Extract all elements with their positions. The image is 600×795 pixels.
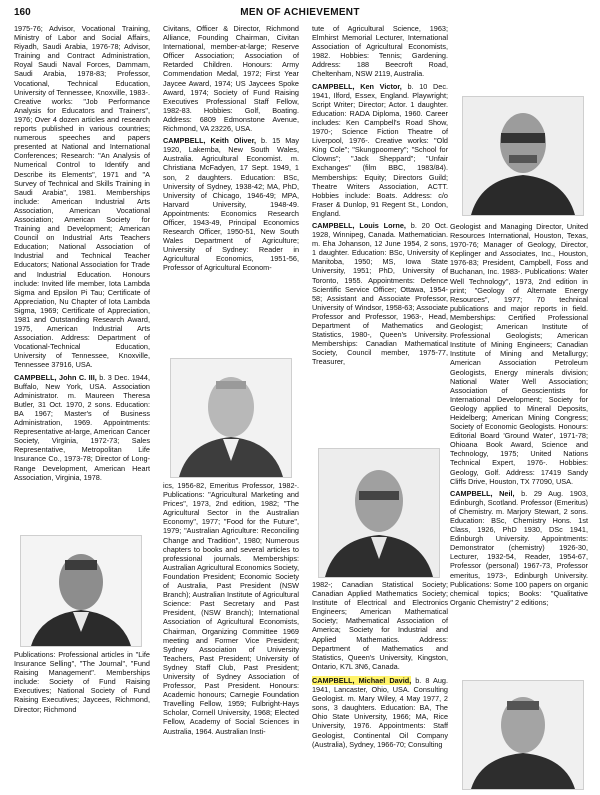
entry-continuation: Geologist and Managing Director, United Resources International, Houston, Texas, 1970-76; Manager of Geology, Director, Keplinger and Associates, Inc., Houston, 1976-83; President, Campbell, Foss and Buchanan, Inc. 1983-. Publications: Water Well Technology", 1973, 2nd edition in print; "Geology of Alternate Energy Resources", 1977; 70 technical publications and major reports in field. Memberships: Certified Professional Geologist; American Institute of Professional Geologists; American Institute of Mining Engineers; Canadian Institute of Mining and Metallurgy; American Association Petroleum Geologists, Energy minerals division; National Water Well Association; Association of Geoscientists for International Development; Society for Geology applied to Mineral Deposits, Heidelberg; American Mining Congress; Society of Economic Geologists. Honours: Editorial Board 'Ground Water', 1971-78; Ohioana Book Award, Science and Technology, 1975; United Nations Technical Expert, 1976-. Hobbies: Geology, Golf. Address: 17419 Sandy Cliffs Drive, Houston, TX 77090, USA. (450, 222, 588, 486)
entry-name-highlighted: CAMPBELL, Michael David, (312, 676, 412, 685)
column-4 (450, 222, 588, 672)
portrait-photo-keith-campbell (170, 358, 292, 478)
entry-body: b. 8 Aug. 1941, Lancaster, Ohio, USA. Consulting Geologist. m. Mary Wiley, 4 May 1977, 2 sons, 3 daughters. Education: BA, The Ohio State University, 1966; MA, Rice University, 1976. Appointments: Staff Geologist, Continental Oil Company (Australia), Sydney, 1966-70; Consulting (312, 676, 448, 749)
column-4-bottom (312, 676, 448, 786)
entry-body: b. 29 Aug. 1903, Edinburgh, Scotland. Professor (Emeritus) of Chemistry. m. Marjory Stewart, 2 sons. Education: BSc, Chemistry Hons. 1st Class, 1926, PhD 1930, DSc 1941, Edinburgh University. Appointments: Demonstrator (chemistry) 1926-30, Lecturer, 1932-54, Reader, 1954-67, Professor (personal) 1967-73, Professor emeritus, 1973-, Edinburgh University. Publications: Some 100 papers on organic chemical topics; Books: "Qualitative Organic Chemistry" 2 editions; (450, 488, 588, 607)
entry-michael-campbell (312, 676, 448, 749)
entry-john-campbell (14, 373, 150, 482)
entry-body: b. 20 Oct. 1928, Winnipeg, Canada. Mathematician. m. Eha Johanson, 12 June 1954, 2 sons, 1 daughter. Education: BSc, University of Manitoba, 1950; MS, Iowa State University, 1951; PhD, University of Toronto, 1955. Appointments: Defence Scientific Service Officer; Ottawa, 1954-58; Assistant and Associate Professor, University of Windsor, 1958-63; Associate Professor and Professor, 1963-, Head, Department of Mathematics and Statistics, 1980-, Queen's University. Memberships: Canadian Mathematical Society, Council member, 1975-77, Treasurer, (312, 220, 448, 367)
portrait-photo-john-campbell (20, 535, 142, 647)
entry-body: b. 10 Dec. 1941, Ilford, Essex, England. Playwright; Script Writer; Director; Actor. 1 daughter. Education: RADA Diploma, 1960. Career includes: Ken Campbell's Road Show, 1970-; Science Fiction Theatre of Liverpool, 1976-. Creative works: "Old King Cole"; "Skungpoomery"; "School for Clowns"; "Jack Sheppard"; "Unfair Exchanges" (film BBC, 1983/84). Memberships: Equity; Directors Guild; Theatre Writers Association, ACTT. Hobbies include: Boats. Address: c/o Fraser & Dunlop, 91 Regent St., London, England. (312, 81, 448, 218)
entry-continuation: 1975-76; Advisor, Vocational Training, Ministry of Labor and Social Affairs, Riyadh, Saudi Arabia, 1976-78; Advisor, Training and Contract Administration, Royal Saudi Naval Forces, Dammam, Saudi Arabia, 1978-83; Professor, Vocational, Technical Education, University of Tennessee, Knoxville, 1983-. Creative works: "Job Performance Analysis for Educators and Trainers", 1976; Over 4 dozen articles and research reports published in various countries; numerous speeches and papers presented at National and International Conferences; Research: "An Analysis of Numerical Control to Identify and Describe its Elements", 1971 and "A Survey of Technical and Skills Training in Saudi Arabia", 1981. Memberships include: American Industrial Arts Association, American Vocational Association; American Society for Training and Development; American Council on Industrial Arts Teachers Education; National Association of Industrial and Technical Teacher Educators; National Association for Trade and Industrial Education. Honours include: Invited life member, Iota Lambda Sigma and Epsilon Pi Tau; Certificate of Appreciation, Nu Chapter of Iota Lambda Sigma, 1969; Certificate of Appreciation, 1981 and Outstanding Research Award, 1975, American Industrial Arts Association. Address: Department of Vocational-Technical Education, University of Tennessee, Knoxville, Tennessee 37916, USA. (14, 24, 150, 370)
column-1-bottom (14, 650, 150, 785)
entry-body: ics, 1956-82, Emeritus Professor, 1982-. Publications: "Agricultural Marketing and Prices", 1973, 2nd edition, 1982; "The Agricultural Sector in the Australian Economy", 1977; "Food for the Future", 1979; "Australian Agriculture: Reconciling Change and Tradition", 1980; Numerous chapters to books and several articles to professional journals. Memberships: Australian Agricultural Economics Society, Foundation President; Economic Society of Australia, Past President (NSW Branch); Australian Institute of Agricultural Science: Past Secretary and Past President, (NSW Branch); International Association of Agricultural Economists, Chairman, Organizing Committee 1969 meeting and Former Vice President; Sydney Association of University Teachers, Past President; University of Sydney Staff Club, Past President; University of Sydney Association of Professor, Past President. Honours: Academic honours; Carnegie Foundation Travelling Fellow, 1959; Fulbright-Hays Scholar, Cornell University, 1968; Elected Fellow, Academy of Social Sciences in Australia, 1964. Australian Insti- (163, 481, 299, 736)
entry-name: CAMPBELL, Louis Lorne, (312, 220, 406, 230)
entry-keith-campbell (163, 136, 299, 272)
column-2 (163, 24, 299, 359)
column-2-bottom (163, 481, 299, 786)
portrait-photo-top-right (462, 96, 584, 216)
entry-name: CAMPBELL, Ken Victor, (312, 81, 402, 91)
entry-continuation: Civitans, Officer & Director, Richmond Alliance, Founding Chairman, Civitan International, member-at-large; Reserve Officer Association; Association of Retarded Children. Honours: Army Commendation Medal, 1972; First Year Jaycee Award, 1974; US Jaycees Spoke Award, 1974; Society of Fund Raising Executives Professional Staff Fellow, 1982-83. Hobbies: Golf, Boating. Address: 6809 Edmonstone Avenue, Richmond, VA 23226, USA. (163, 24, 299, 134)
portrait-photo-louis-campbell (318, 448, 440, 578)
portrait-photo-bottom-right (462, 680, 584, 790)
page-number: 160 (14, 7, 31, 18)
entry-body: b. 15 May 1920, Lakemba, New South Wales, Australia. Agricultural Economist. m. Christiana McFadyen, 17 Sept. 1949, 1 son, 2 daughters. Education: BSc, University of Sydney, 1938-42; MA, PhD, University of Chicago, 1946-49; MPA, Harvard University, 1948-49. Appointments: Economics Research Officer, 1943-49, Principal Economics Research Officer, 1950-51, New South Wales Department of Agriculture; University of Sydney: Reader in Agricultural Economics, 1951-56, Professor of Agricultural Econom- (163, 136, 299, 273)
entry-body: 1982-; Canadian Statistical Society; Canadian Applied Mathematics Society; Institute of Electrical and Electronics Engineers; American Mathematical Society; Mathematical Association of America; Society for Industrial and Applied Mathematics. Address: Department of Mathematics and Statistics, Queen's University, Kingston, Ontario, K7L 3N6, Canada. (312, 580, 448, 670)
entry-name: CAMPBELL, John C. III, (14, 372, 97, 382)
running-title: MEN OF ACHIEVEMENT (240, 7, 360, 18)
entry-louis-campbell (312, 221, 448, 367)
column-3-bottom (312, 580, 448, 670)
entry-name: CAMPBELL, Keith Oliver, (163, 136, 257, 146)
entry-body: b. 3 Dec. 1944, Buffalo, New York, USA. Association Administrator. m. Maureen Theresa Butler, 31 Oct. 1970, 2 sons. Education: BA 1967; Master's of Business Administration, 1969. Appointments: Representative at-large, American Cancer Society, Virginia, 1972-73; Sales Representative, Metropolitan Life Insurance Co., 1973-78; Director of Long-Range Development, American Heart Association, Virginia, 1978. (14, 372, 150, 482)
entry-name: CAMPBELL, Neil, (450, 488, 515, 498)
page-header (14, 7, 586, 21)
entry-body: Publications: Professional articles in "Life Insurance Selling", "The Journal", "Fund Raising Management". Memberships include: Society of Fund Raising Executives; National Society of Fund Raising Executives; Jaycees, Richmond, Director; Richmond (14, 650, 150, 714)
entry-continuation: tute of Agricultural Science, 1963; Elmhirst Memorial Lecturer, International Association of Agricultural Economists, 1982. Hobbies: Tennis; Gardening. Address: 188 Beecroft Road, Cheltenham, NSW 2119, Australia. (312, 24, 448, 79)
column-3 (312, 24, 448, 442)
entry-ken-campbell (312, 82, 448, 218)
entry-neil-campbell (450, 489, 588, 607)
